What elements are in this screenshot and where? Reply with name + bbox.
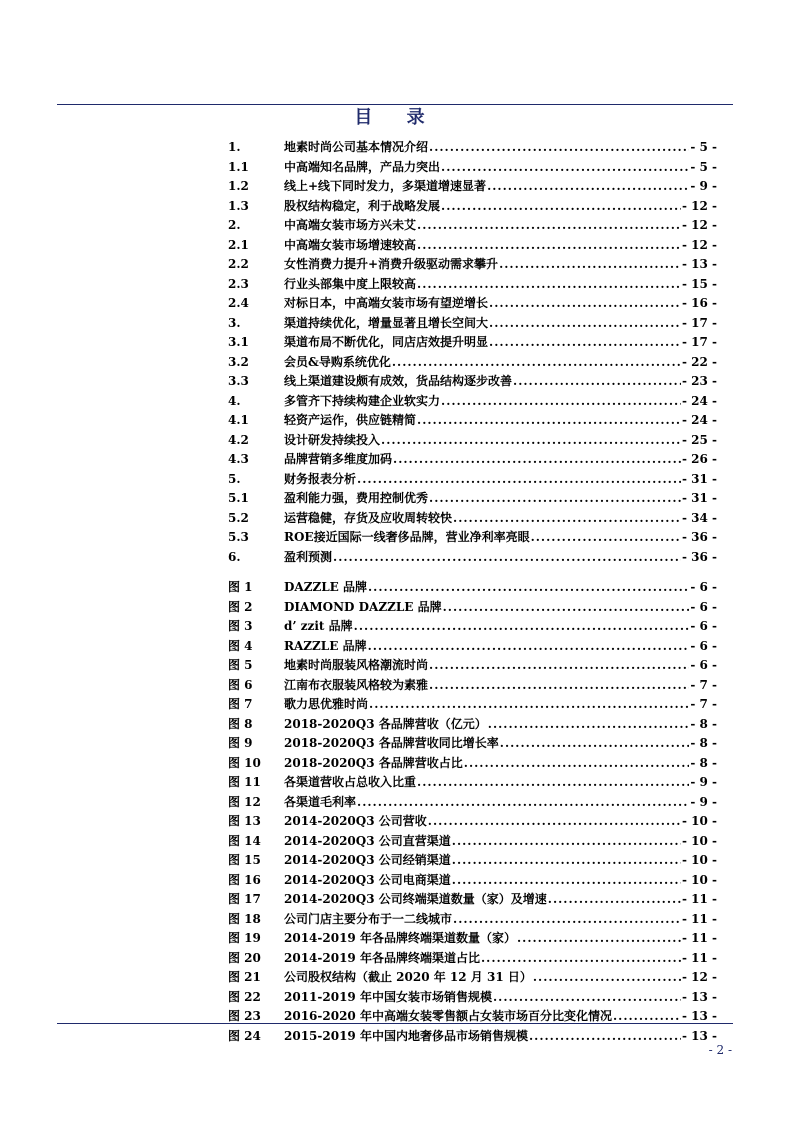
leader-dots <box>452 834 681 848</box>
entry-number: 3.2 <box>228 354 249 369</box>
entry-title: 2018-2020Q3 各品牌营收同比增长率 <box>284 736 499 750</box>
entry-title: 歌力思优雅时尚 <box>284 697 369 711</box>
entry-title: 轻资产运作，供应链精简 <box>284 413 417 427</box>
entry-title: 中高端女装市场方兴未艾 <box>284 218 417 232</box>
leader-dots <box>493 990 681 1004</box>
entry-title: 线上渠道建设颇有成效，货品结构逐步改善 <box>284 374 513 388</box>
leader-dots <box>333 550 681 564</box>
toc-list <box>228 138 717 567</box>
entry-page: - 6 - <box>690 619 717 633</box>
entry-number: 图 7 <box>228 697 253 711</box>
entry-page: - 24 - <box>681 413 717 427</box>
leader-dots <box>481 951 681 965</box>
entry-title: 对标日本，中高端女装市场有望逆增长 <box>284 296 489 310</box>
entry-number: 4.1 <box>228 413 249 427</box>
leader-dots <box>531 530 681 544</box>
entry-title: 品牌营销多维度加码 <box>284 452 393 466</box>
entry-title: 2014-2020Q3 公司终端渠道数量（家）及增速 <box>284 892 547 906</box>
entry-page: - 10 - <box>681 872 717 887</box>
entry-page: - 5 - <box>690 140 717 154</box>
entry-title: 2014-2020Q3 公司营收 <box>284 814 427 828</box>
toc-entry[interactable] <box>228 548 717 568</box>
leader-dots <box>417 277 681 291</box>
entry-number: 图 20 <box>228 950 261 965</box>
entry-page: - 9 - <box>690 794 717 809</box>
entry-number: 5.3 <box>228 530 249 544</box>
entry-number: 5.1 <box>228 491 249 505</box>
toc-entry[interactable] <box>228 158 717 178</box>
figure-entry[interactable] <box>228 988 717 1008</box>
entry-number: 图 23 <box>228 1009 261 1023</box>
entry-page: - 5 - <box>690 159 717 174</box>
figure-entry[interactable] <box>228 949 717 969</box>
entry-number: 2.3 <box>228 276 249 291</box>
figure-entry[interactable] <box>228 754 717 774</box>
figure-entry[interactable] <box>228 910 717 930</box>
entry-page: - 8 - <box>690 736 717 750</box>
leader-dots <box>429 491 681 505</box>
entry-title: 2014-2020Q3 公司直营渠道 <box>284 833 451 848</box>
entry-number: 1.2 <box>228 179 249 193</box>
leader-dots <box>453 511 681 525</box>
entry-number: 3.1 <box>228 335 249 349</box>
toc-entry[interactable] <box>228 392 717 412</box>
entry-number: 5. <box>228 471 241 486</box>
entry-page: - 12 - <box>681 198 717 213</box>
entry-page: - 15 - <box>681 276 717 291</box>
entry-title: 盈利能力强，费用控制优秀 <box>284 491 429 505</box>
leader-dots <box>613 1009 681 1023</box>
entry-page: - 36 - <box>681 530 717 544</box>
toc-entry[interactable] <box>228 450 717 470</box>
entry-page: - 13 - <box>681 989 717 1004</box>
leader-dots <box>357 472 681 486</box>
entry-page: - 34 - <box>681 510 717 525</box>
toc-entry[interactable] <box>228 138 717 158</box>
entry-number: 2.2 <box>228 257 249 271</box>
toc-entry[interactable] <box>228 197 717 217</box>
entry-page: - 13 - <box>681 1028 717 1043</box>
leader-dots <box>489 316 681 330</box>
entry-title: 各渠道营收占总收入比重 <box>284 775 417 789</box>
entry-number: 图 5 <box>228 658 253 672</box>
figure-entry[interactable] <box>228 656 717 676</box>
leader-dots <box>381 433 681 447</box>
entry-page: - 17 - <box>681 315 717 330</box>
header-rule <box>57 104 733 105</box>
entry-number: 图 4 <box>228 638 253 653</box>
entry-number: 3. <box>228 315 241 330</box>
entry-page: - 8 - <box>690 716 717 731</box>
entry-title: 地素时尚服装风格潮流时尚 <box>284 658 429 672</box>
leader-dots <box>487 179 689 193</box>
entry-title: 渠道布局不断优化，同店店效提升明显 <box>284 335 489 349</box>
leader-dots <box>417 775 689 789</box>
entry-page: - 11 - <box>681 931 717 945</box>
entry-number: 图 8 <box>228 716 253 731</box>
leader-dots <box>464 756 690 770</box>
leader-dots <box>517 931 681 945</box>
entry-title: 各渠道毛利率 <box>284 794 357 809</box>
entry-number: 1. <box>228 140 241 154</box>
entry-page: - 7 - <box>690 677 717 692</box>
leader-dots <box>452 873 681 887</box>
entry-number: 6. <box>228 549 241 564</box>
entry-page: - 9 - <box>690 775 717 789</box>
entry-title: DIAMOND DAZZLE 品牌 <box>284 599 442 614</box>
entry-page: - 16 - <box>681 296 717 310</box>
leader-dots <box>499 257 681 271</box>
toc-entry[interactable] <box>228 431 717 451</box>
entry-page: - 11 - <box>681 950 717 965</box>
entry-page: - 31 - <box>681 471 717 486</box>
entry-page: - 6 - <box>690 658 717 672</box>
toc-entry[interactable] <box>228 333 717 353</box>
entry-page: - 12 - <box>681 970 717 984</box>
figure-entry[interactable] <box>228 734 717 754</box>
entry-number: 图 10 <box>228 755 261 770</box>
leader-dots <box>393 452 681 466</box>
entry-title: 盈利预测 <box>284 549 333 564</box>
toc-entry[interactable] <box>228 509 717 529</box>
leader-dots <box>453 912 681 926</box>
entry-title: 2014-2020Q3 公司电商渠道 <box>284 872 451 887</box>
entry-title: 2018-2020Q3 各品牌营收（亿元） <box>284 716 487 731</box>
leader-dots <box>417 238 681 252</box>
entry-title: 2018-2020Q3 各品牌营收占比 <box>284 755 463 770</box>
entry-number: 图 9 <box>228 736 253 750</box>
entry-page: - 9 - <box>690 179 717 193</box>
toc-entry[interactable] <box>228 255 717 275</box>
entry-number: 图 22 <box>228 989 261 1004</box>
entry-title: 公司股权结构（截止 2020 年 12 月 31 日） <box>284 970 532 984</box>
leader-dots <box>417 413 681 427</box>
entry-title: ROE接近国际一线奢侈品牌，营业净利率亮眼 <box>284 530 530 544</box>
entry-title: 线上+线下同时发力，多渠道增速显著 <box>284 179 487 193</box>
entry-number: 图 17 <box>228 892 261 906</box>
entry-page: - 10 - <box>681 853 717 867</box>
figure-entry[interactable] <box>228 968 717 988</box>
leader-dots <box>368 580 689 594</box>
entry-title: 地素时尚公司基本情况介绍 <box>284 140 429 154</box>
figure-entry[interactable] <box>228 1027 717 1047</box>
leader-dots <box>429 658 689 672</box>
entry-title: 公司门店主要分布于一二线城市 <box>284 911 453 926</box>
entry-title: 中高端知名品牌，产品力突出 <box>284 159 441 174</box>
leader-dots <box>417 218 681 232</box>
leader-dots <box>441 160 689 174</box>
entry-number: 图 19 <box>228 931 261 945</box>
entry-page: - 24 - <box>681 393 717 408</box>
entry-number: 2.1 <box>228 237 249 252</box>
entry-number: 图 3 <box>228 619 253 633</box>
figure-entry[interactable] <box>228 929 717 949</box>
entry-number: 图 18 <box>228 911 261 926</box>
entry-title: 2011-2019 年中国女装市场销售规模 <box>284 989 492 1004</box>
entry-number: 1.3 <box>228 198 249 213</box>
leader-dots <box>529 1029 681 1043</box>
leader-dots <box>548 892 681 906</box>
entry-number: 2. <box>228 218 241 232</box>
figure-entry[interactable] <box>228 617 717 637</box>
entry-number: 4. <box>228 393 241 408</box>
entry-number: 图 13 <box>228 814 261 828</box>
leader-dots <box>500 736 690 750</box>
entry-title: 2014-2019 年各品牌终端渠道数量（家） <box>284 931 516 945</box>
leader-dots <box>488 717 690 731</box>
entry-page: - 10 - <box>681 814 717 828</box>
figure-entry[interactable] <box>228 695 717 715</box>
entry-title: DAZZLE 品牌 <box>284 580 367 594</box>
leader-dots <box>452 853 681 867</box>
entry-number: 图 16 <box>228 872 261 887</box>
toc-entry[interactable] <box>228 275 717 295</box>
figure-list <box>228 578 717 1046</box>
entry-title: 财务报表分析 <box>284 471 357 486</box>
entry-title: 2014-2019 年各品牌终端渠道占比 <box>284 950 480 965</box>
entry-number: 图 21 <box>228 970 261 984</box>
entry-title: 运营稳健，存货及应收周转较快 <box>284 510 453 525</box>
entry-number: 3.3 <box>228 374 249 388</box>
entry-number: 图 12 <box>228 794 261 809</box>
leader-dots <box>354 619 690 633</box>
entry-page: - 10 - <box>681 833 717 848</box>
entry-page: - 22 - <box>681 354 717 369</box>
toc-entry[interactable] <box>228 353 717 373</box>
leader-dots <box>513 374 681 388</box>
entry-title: 会员&导购系统优化 <box>284 354 391 369</box>
entry-page: - 36 - <box>681 549 717 564</box>
entry-page: - 12 - <box>681 218 717 232</box>
leader-dots <box>368 639 690 653</box>
toc-entry[interactable] <box>228 489 717 509</box>
entry-title: 中高端女装市场增速较高 <box>284 237 417 252</box>
figure-entry[interactable] <box>228 598 717 618</box>
entry-title: 股权结构稳定，利于战略发展 <box>284 198 441 213</box>
leader-dots <box>441 199 681 213</box>
entry-page: - 31 - <box>681 491 717 505</box>
entry-number: 4.3 <box>228 452 249 466</box>
toc-entry[interactable] <box>228 411 717 431</box>
toc-entry[interactable] <box>228 294 717 314</box>
entry-page: - 6 - <box>690 638 717 653</box>
entry-title: 设计研发持续投入 <box>284 432 381 447</box>
toc-entry[interactable] <box>228 314 717 334</box>
entry-number: 4.2 <box>228 432 249 447</box>
entry-title: 江南布衣服装风格较为素雅 <box>284 677 429 692</box>
figure-entry[interactable] <box>228 793 717 813</box>
entry-title: 2015-2019 年中国内地奢侈品市场销售规模 <box>284 1028 528 1043</box>
entry-number: 1.1 <box>228 159 249 174</box>
entry-page: - 8 - <box>690 755 717 770</box>
entry-page: - 17 - <box>681 335 717 349</box>
entry-number: 图 2 <box>228 599 253 614</box>
entry-page: - 13 - <box>681 1009 717 1023</box>
entry-page: - 23 - <box>681 374 717 388</box>
figure-entry[interactable] <box>228 715 717 735</box>
toc-entry[interactable] <box>228 470 717 490</box>
entry-title: RAZZLE 品牌 <box>284 638 367 653</box>
toc-entry[interactable] <box>228 528 717 548</box>
figure-entry[interactable] <box>228 851 717 871</box>
toc-entry[interactable] <box>228 236 717 256</box>
leader-dots <box>429 140 689 154</box>
figure-entry[interactable] <box>228 871 717 891</box>
entry-title: 渠道持续优化，增量显著且增长空间大 <box>284 315 489 330</box>
figure-entry[interactable] <box>228 578 717 598</box>
entry-page: - 25 - <box>681 432 717 447</box>
entry-page: - 11 - <box>681 911 717 926</box>
entry-number: 5.2 <box>228 510 249 525</box>
entry-number: 图 14 <box>228 833 261 848</box>
entry-number: 图 15 <box>228 853 261 867</box>
entry-number: 图 1 <box>228 580 253 594</box>
leader-dots <box>357 795 689 809</box>
figure-entry[interactable] <box>228 832 717 852</box>
entry-page: - 12 - <box>681 237 717 252</box>
entry-page: - 26 - <box>681 452 717 466</box>
entry-number: 图 6 <box>228 677 253 692</box>
leader-dots <box>441 394 681 408</box>
entry-page: - 7 - <box>690 697 717 711</box>
page-number: - 2 - <box>708 1043 732 1057</box>
toc-entry[interactable] <box>228 216 717 236</box>
leader-dots <box>392 355 681 369</box>
leader-dots <box>428 814 681 828</box>
leader-dots <box>533 970 681 984</box>
leader-dots <box>489 296 681 310</box>
toc-entry[interactable] <box>228 177 717 197</box>
entry-title: d’ zzit 品牌 <box>284 619 353 633</box>
entry-title: 多管齐下持续构建企业软实力 <box>284 393 441 408</box>
footer-rule <box>57 1023 733 1024</box>
toc-entry[interactable] <box>228 372 717 392</box>
figure-entry[interactable] <box>228 812 717 832</box>
entry-number: 2.4 <box>228 296 249 310</box>
figure-entry[interactable] <box>228 773 717 793</box>
leader-dots <box>443 600 690 614</box>
entry-page: - 13 - <box>681 257 717 271</box>
entry-page: - 11 - <box>681 892 717 906</box>
entry-page: - 6 - <box>690 599 717 614</box>
toc-title: 目 录 <box>354 107 439 128</box>
entry-number: 图 11 <box>228 775 261 789</box>
leader-dots <box>369 697 689 711</box>
entry-title: 2014-2020Q3 公司经销渠道 <box>284 853 451 867</box>
figure-entry[interactable] <box>228 637 717 657</box>
leader-dots <box>429 678 689 692</box>
entry-title: 行业头部集中度上限较高 <box>284 276 417 291</box>
entry-number: 图 24 <box>228 1028 261 1043</box>
entry-title: 2016-2020 年中高端女装零售额占女装市场百分比变化情况 <box>284 1009 612 1023</box>
entry-page: - 6 - <box>690 580 717 594</box>
entry-title: 女性消费力提升+消费升级驱动需求攀升 <box>284 257 499 271</box>
leader-dots <box>489 335 681 349</box>
figure-entry[interactable] <box>228 676 717 696</box>
figure-entry[interactable] <box>228 890 717 910</box>
